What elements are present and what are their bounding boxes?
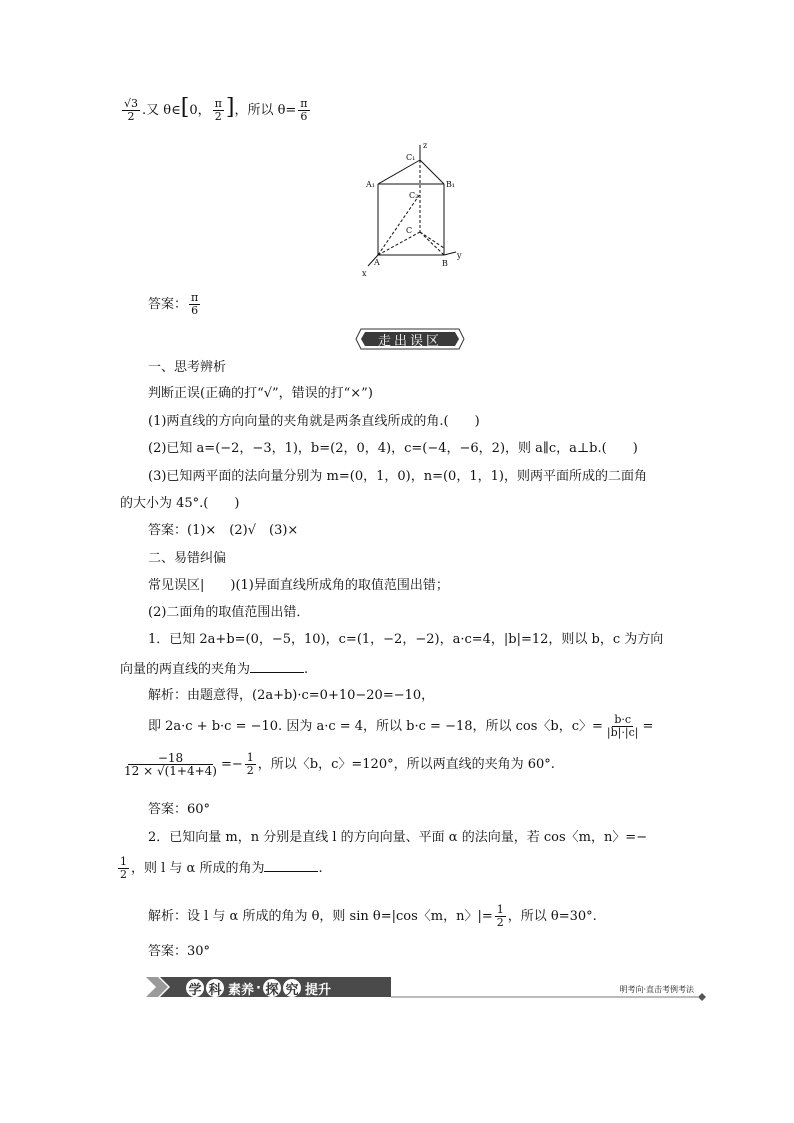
footer-text-suyang: 素养 [228,982,255,998]
label-A: A [374,258,380,267]
footer-text-tisheng: 提升 [304,982,331,998]
pi-over-2: $\frac{\pi}{2}$ [214,97,222,123]
ex2-solution: 解析：设 l 与 α 所成的角为 θ，则 sin θ=|cos〈m，n〉|= $\frac{1}{2}$ ，所以 θ=30°. [148,903,597,929]
part2-heading: 二、易错纠偏 [148,551,227,566]
footer-char-ke: 科 [206,979,224,997]
prism-figure [360,140,470,280]
footer-section-bar [146,975,708,1001]
ex2-line-b: $\frac{1}{2}$ ，则 l 与 α 所成的角为 . [120,855,323,881]
part1-q1: (1)两直线的方向向量的夹角就是两条直线所成的角.( ) [148,414,480,429]
footer-char-xue: 学 [186,979,204,997]
part1-answer: 答案：(1)× (2)√ (3)× [148,523,299,538]
label-B: B [442,259,448,268]
label-C1: C₁ [406,153,416,162]
answer-blank [250,660,304,673]
label-C2: C₂ [409,191,419,200]
ex1-line-a: 1．已知 2a+b=(0，−5，10)，c=(1，−2，−2)，a·c=4，|b|=12，则以 b，c 为方向 [148,632,664,647]
ex1-sol3: $\frac{-18}{12 \times √(1+4+4)}$ =− $\frac{1}{2}$ ，所以〈b，c〉=120°，所以两直线的夹角为 60°. [124,751,555,778]
part1-q2: (2)已知 a=(−2，−3，1)，b=(2，0，4)，c=(−4，−6，2)，则 a∥c，a⊥b.( ) [148,441,638,456]
ex1-answer: 答案：60° [148,802,211,817]
label-y: y [457,251,462,260]
ex1-sol2: 即 2a·c + b·c = −10. 因为 a·c = 4，所以 b·c = −18，所以 cos〈b，c〉= $\frac{b\cdot c}{|b|\cdot|c|}$ = [148,713,654,739]
footer-char-jiu: 究 [283,979,301,997]
part1-heading: 一、思考辨析 [148,360,227,375]
ex1-line-b: 向量的两直线的夹角为 . [120,662,309,677]
part2-err1: 常见误区| )(1)异面直线所成角的取值范围出错； [148,578,449,593]
label-x: x [362,269,367,278]
label-C: C [406,226,413,235]
label-z: z [423,141,428,150]
ex2-line-a: 2．已知向量 m，n 分别是直线 l 的方向向量、平面 α 的法向量，若 cos〈m，n〉=− [148,830,648,845]
pi-over-6: $\frac{\pi}{6}$ [300,97,308,123]
section-banner: 走出误区 [355,328,465,350]
part1-q3b: 的大小为 45°.( ) [120,496,240,511]
answer-blank-2 [264,859,318,872]
label-B1: B₁ [446,180,456,189]
part1-q3a: (3)已知两平面的法向量分别为 m=(0，1，0)，n=(0，1，1)，则两平面所成的二面角 [148,469,647,484]
answer-1: 答案： $\frac{\pi}{6}$ [148,291,199,317]
ex1-sol1: 解析：由题意得，(2a+b)·c=0+10−20=−10， [148,688,435,703]
part2-err2: (2)二面角的取值范围出错． [148,605,310,620]
footer-note: 明考向·直击考例考法 [619,985,694,994]
label-A1: A₁ [366,180,375,189]
sqrt3-over-2: $\frac{√3}{2}$ [124,97,139,123]
footer-dot: · [256,980,261,996]
footer-char-tan: 探 [263,979,281,997]
ex2-answer: 答案：30° [148,944,211,959]
top-formula-line: $\frac{√3}{2}$ .又 θ∈[0， $\frac{\pi}{2}$ ]，所以 θ= $\frac{\pi}{6}$ [124,95,308,123]
part1-instruction: 判断正误(正确的打“√”，错误的打“×”) [148,386,373,401]
